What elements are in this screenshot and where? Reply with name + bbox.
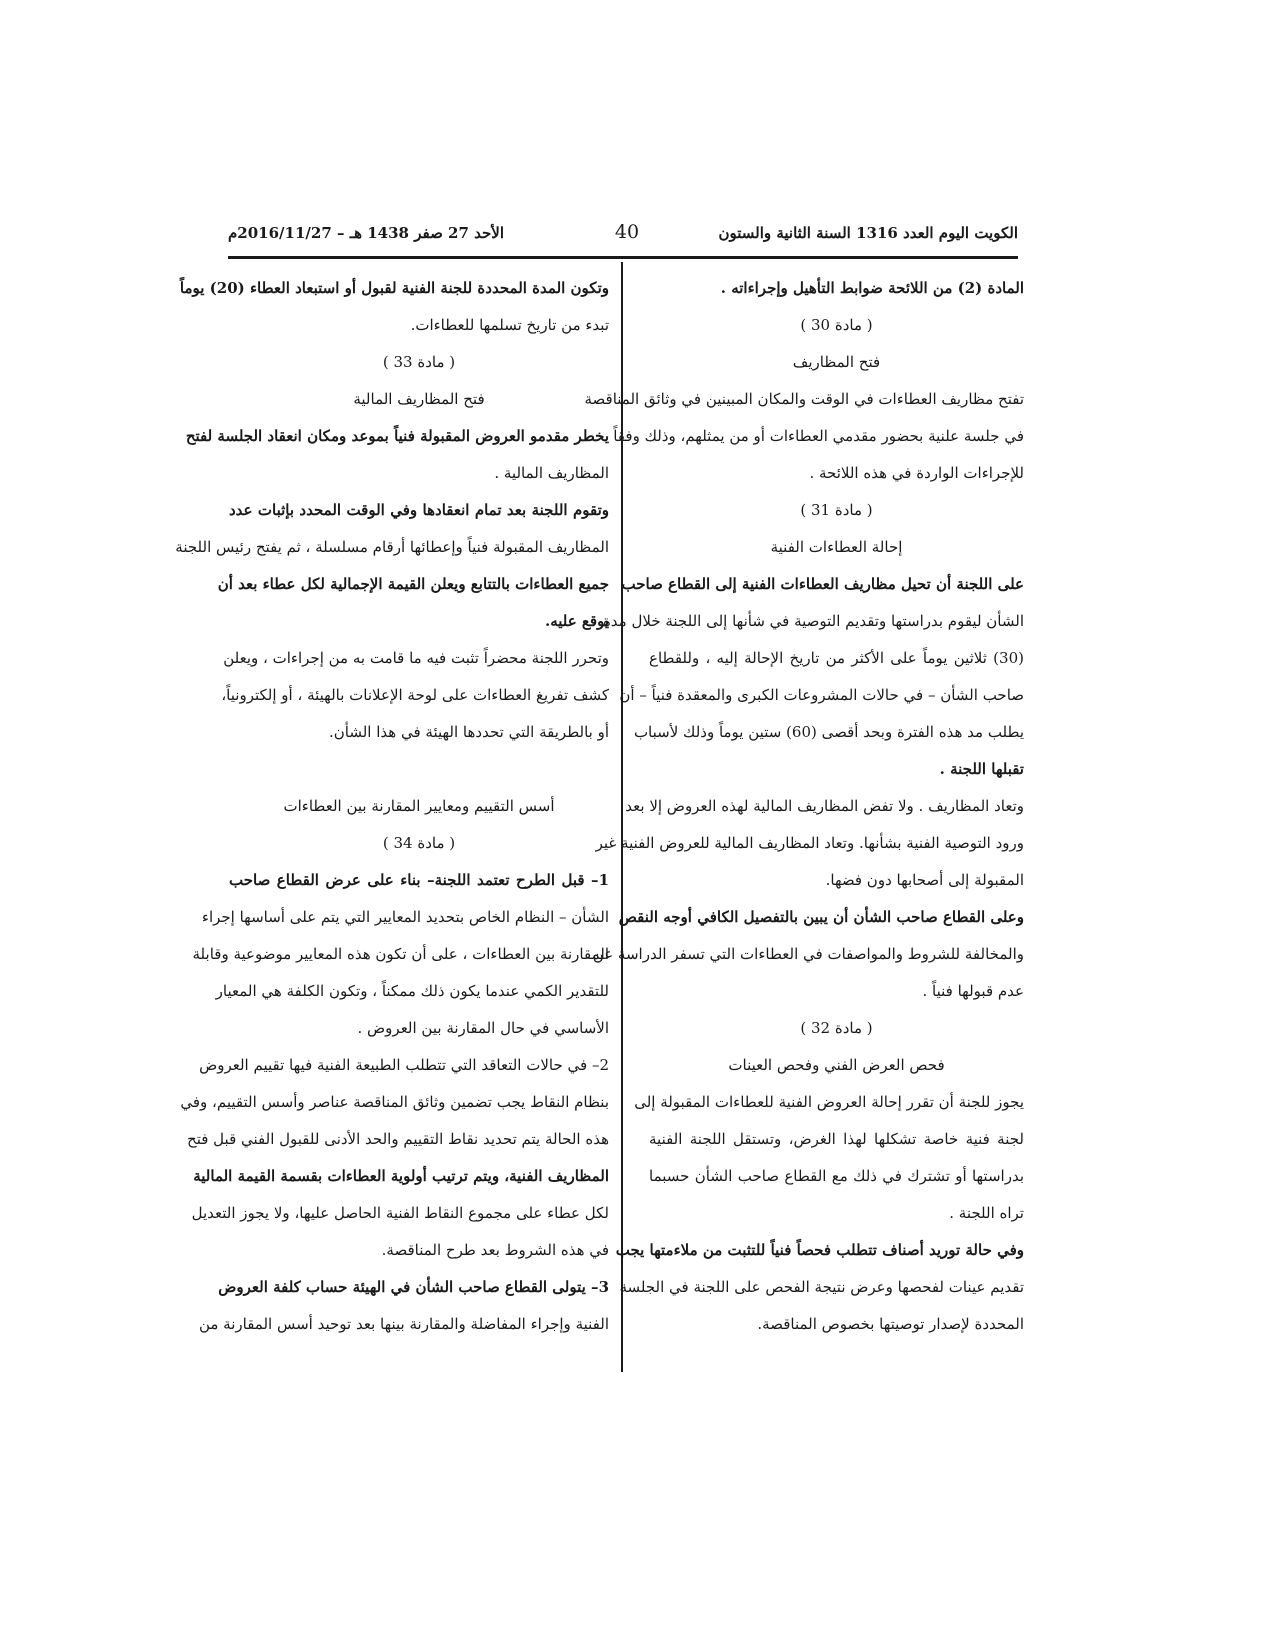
text-line: المظاريف الفنية، ويتم ترتيب أولوية العطاءات بقسمة القيمة المالية bbox=[193, 1167, 609, 1185]
text-line: الفنية وإجراء المفاضلة والمقارنة بينها بعد توحيد أسس المقارنة من bbox=[198, 1315, 609, 1333]
text-line: تبدء من تاريخ تسلمها للعطاءات. bbox=[410, 316, 609, 334]
text-line: المظاريف المقبولة فنياً وإعطائها أرقام مسلسلة ، ثم يفتح رئيس اللجنة bbox=[175, 538, 609, 556]
text-line: في جلسة علنية بحضور مقدمي العطاءات أو من يمثلهم، وذلك وفقاً bbox=[613, 427, 1024, 445]
text-line: 1– قبل الطرح تعتمد اللجنة– بناء على عرض القطاع صاحب bbox=[229, 871, 609, 889]
text-line: والمخالفة للشروط والمواصفات في العطاءات التي تسفر الدراسة عن bbox=[592, 945, 1024, 963]
text-line: وفي حالة توريد أصناف تتطلب فحصاً فنياً للتثبت من ملاءمتها يجب bbox=[615, 1241, 1024, 1259]
text-line: يجوز للجنة أن تقرر إحالة العروض الفنية للعطاءات المقبولة إلى bbox=[634, 1093, 1024, 1111]
text-line: ورود التوصية الفنية بشأنها. وتعاد المظاريف المالية للعروض الفنية غير bbox=[595, 834, 1024, 852]
text-line: وتحرر اللجنة محضراً تثبت فيه ما قامت به من إجراءات ، ويعلن bbox=[223, 649, 609, 667]
text-line: يطلب مد هذه الفترة وبحد أقصى (60) ستين يوماً وذلك لأسباب bbox=[633, 723, 1024, 741]
text-line: المحددة لإصدار توصيتها بخصوص المناقصة. bbox=[757, 1315, 1024, 1333]
text-line: المظاريف المالية . bbox=[494, 464, 609, 482]
text-line: الشأن ليقوم بدراستها وتقديم التوصية في شأنها إلى اللجنة خلال مدة bbox=[602, 612, 1024, 630]
text-line: للإجراءات الواردة في هذه اللائحة . bbox=[809, 464, 1024, 482]
text-line: كشف تفريغ العطاءات على لوحة الإعلانات بالهيئة ، أو إلكترونياً، bbox=[221, 686, 609, 704]
text-line: بدراستها أو تشترك في ذلك مع القطاع صاحب الشأن حسبما bbox=[649, 1167, 1024, 1185]
text-line: صاحب الشأن – في حالات المشروعات الكبرى والمعقدة فنياً – أن bbox=[619, 686, 1024, 704]
text-line: تراه اللجنة . bbox=[949, 1204, 1024, 1222]
text-line: لكل عطاء على مجموع النقاط الفنية الحاصل عليها، ولا يجوز التعديل bbox=[191, 1204, 609, 1222]
section-heading: فتح المظاريف المالية bbox=[353, 390, 485, 408]
text-line: لجنة فنية خاصة تشكلها لهذا الغرض، وتستقل اللجنة الفنية bbox=[649, 1130, 1024, 1148]
text-line: تقديم عينات لفحصها وعرض نتيجة الفحص على اللجنة في الجلسة bbox=[619, 1278, 1024, 1296]
section-heading: أسس التقييم ومعايير المقارنة بين العطاءات bbox=[283, 797, 555, 815]
text-line: وعلى القطاع صاحب الشأن أن يبين بالتفصيل الكافي أوجه النقص bbox=[618, 908, 1024, 926]
text-line: المقبولة إلى أصحابها دون فضها. bbox=[825, 871, 1024, 889]
page-header bbox=[228, 218, 1018, 252]
text-line: وتقوم اللجنة بعد تمام انعقادها وفي الوقت المحدد بإثبات عدد bbox=[229, 501, 609, 519]
text-line: 3– يتولى القطاع صاحب الشأن في الهيئة حساب كلفة العروض bbox=[218, 1278, 609, 1296]
text-line: للتقدير الكمي عندما يكون ذلك ممكناً ، وتكون الكلفة هي المعيار bbox=[215, 982, 609, 1000]
issue-date: الأحد 27 صفر 1438 هـ – 2016/11/27م bbox=[228, 224, 504, 242]
text-line: عدم قبولها فنياً . bbox=[922, 982, 1024, 1000]
text-line: في هذه الشروط بعد طرح المناقصة. bbox=[381, 1241, 609, 1259]
text-line: هذه الحالة يتم تحديد نقاط التقييم والحد الأدنى للقبول الفني قبل فتح bbox=[187, 1130, 609, 1148]
text-line: الأساسي في حال المقارنة بين العروض . bbox=[357, 1019, 609, 1037]
text-line: جميع العطاءات بالتتابع ويعلن القيمة الإجمالية لكل عطاء بعد أن bbox=[217, 575, 609, 593]
right-column bbox=[584, 270, 1024, 1343]
section-heading: ( مادة 30 ) bbox=[800, 316, 873, 334]
text-line: وتكون المدة المحددة للجنة الفنية لقبول أو استبعاد العطاء (20) يوماً bbox=[179, 279, 609, 297]
section-heading: فحص العرض الفني وفحص العينات bbox=[728, 1056, 945, 1074]
text-line: الشأن – النظام الخاص بتحديد المعايير التي يتم على أساسها إجراء bbox=[201, 908, 609, 926]
paragraph-gap bbox=[229, 751, 609, 788]
text-line: تفتح مظاريف العطاءات في الوقت والمكان المبينين في وثائق المناقصة bbox=[584, 390, 1024, 408]
text-line: يوقع عليه. bbox=[544, 612, 609, 630]
section-heading: إحالة العطاءات الفنية bbox=[770, 538, 903, 556]
section-heading: فتح المظاريف bbox=[792, 353, 881, 371]
text-line: تقبلها اللجنة . bbox=[939, 760, 1024, 778]
left-column bbox=[175, 270, 609, 1343]
text-line: بنظام النقاط يجب تضمين وثائق المناقصة عناصر وأسس التقييم، وفي bbox=[180, 1093, 609, 1111]
section-heading: ( مادة 34 ) bbox=[382, 834, 456, 852]
section-heading: ( مادة 32 ) bbox=[800, 1019, 873, 1037]
section-heading: ( مادة 33 ) bbox=[382, 353, 456, 371]
text-line: على اللجنة أن تحيل مظاريف العطاءات الفنية إلى القطاع صاحب bbox=[621, 575, 1024, 593]
text-line: المقارنة بين العطاءات ، على أن تكون هذه المعايير موضوعية وقابلة bbox=[192, 945, 609, 963]
publication-info: الكويت اليوم العدد 1316 السنة الثانية والستون bbox=[718, 224, 1018, 242]
section-heading: ( مادة 31 ) bbox=[800, 501, 873, 519]
text-line: أو بالطريقة التي تحددها الهيئة في هذا الشأن. bbox=[329, 723, 609, 741]
text-line: وتعاد المظاريف . ولا تفض المظاريف المالية لهذه العروض إلا بعد bbox=[625, 797, 1024, 815]
page-number: 40 bbox=[614, 221, 640, 243]
text-line: يخطر مقدمو العروض المقبولة فنياً بموعد ومكان انعقاد الجلسة لفتح bbox=[185, 427, 609, 445]
text-line: 2– في حالات التعاقد التي تتطلب الطبيعة الفنية فيها تقييم العروض bbox=[199, 1056, 609, 1074]
text-line: المادة (2) من اللائحة ضوابط التأهيل وإجراءاته . bbox=[720, 279, 1024, 297]
text-line: (30) ثلاثين يوماً على الأكثر من تاريخ الإحالة إليه ، وللقطاع bbox=[649, 649, 1024, 667]
header-rule bbox=[228, 256, 1018, 259]
